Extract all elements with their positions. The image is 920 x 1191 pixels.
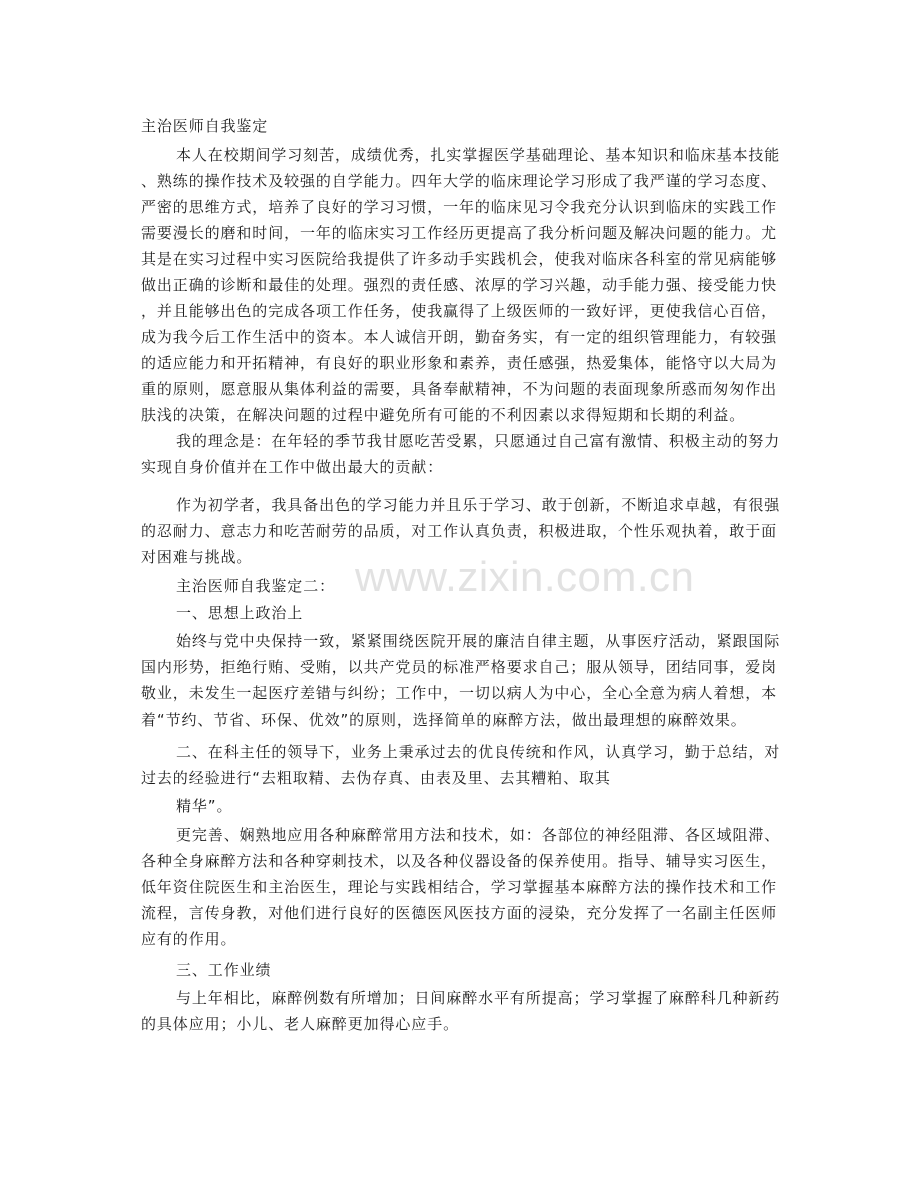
paragraph-line: 作为初学者，我具备出色的学习能力并且乐于学习、敢于创新，不断追求卓越，有很强 <box>176 496 781 514</box>
paragraph-line: 的适应能力和开拓精神，有良好的职业形象和素养，责任感强，热爱集体，能恪守以大局为 <box>141 354 778 372</box>
paragraph-line: 成为我今后工作生活中的资本。本人诚信开朗，勤奋务实，有一定的组织管理能力，有较强 <box>141 328 778 346</box>
part-1-heading: 一、思想上政治上 <box>176 604 304 622</box>
part-2-heading-line: 二、在科主任的领导下，业务上秉承过去的优良传统和作风，认真学习，勤于总结，对 <box>176 743 781 761</box>
paragraph-line: 实现自身价值并在工作中做出最大的贡献： <box>141 458 444 476</box>
paragraph-line: 需要漫长的磨和时间，一年的临床实习工作经历更提高了我分析问题及解决问题的能力。尤 <box>141 224 778 242</box>
paragraph-line: 严密的思维方式，培养了良好的学习习惯，一年的临床见习令我充分认识到临床的实践工作 <box>141 198 778 216</box>
paragraph-line: 对困难与挑战。 <box>141 548 253 566</box>
paragraph-line: 始终与党中央保持一致，紧紧围绕医院开展的廉洁自律主题，从事医疗活动，紧跟国际 <box>176 632 781 650</box>
paragraph-line: 做出正确的诊断和最佳的处理。强烈的责任感、浓厚的学习兴趣，动手能力强、接受能力快 <box>141 276 778 294</box>
paragraph-line: 过去的经验进行“去粗取精、去伪存真、由表及里、去其糟粕、取其 <box>141 769 611 787</box>
paragraph-line: 与上年相比，麻醉例数有所增加；日间麻醉水平有所提高；学习掌握了麻醉科几种新药 <box>176 989 781 1007</box>
paragraph-line: 、熟练的操作技术及较强的自学能力。四年大学的临床理论学习形成了我严谨的学习态度、 <box>141 172 778 190</box>
section-2-heading: 主治医师自我鉴定二： <box>176 577 336 595</box>
paragraph-line: 应有的作用。 <box>141 930 237 948</box>
paragraph-line: 肤浅的决策，在解决问题的过程中避免所有可能的不利因素以求得短期和长期的利益。 <box>141 406 746 424</box>
paragraph-line: 着“节约、节省、环保、优效”的原则，选择简单的麻醉方法，做出最理想的麻醉效果。 <box>141 711 747 729</box>
paragraph-line: 各种全身麻醉方法和各种穿刺技术，以及各种仪器设备的保养使用。指导、辅导实习医生， <box>141 852 778 870</box>
paragraph-line: 本人在校期间学习刻苦，成绩优秀，扎实掌握医学基础理论、基本知识和临床基本技能 <box>176 146 781 164</box>
document-title: 主治医师自我鉴定 <box>141 117 269 135</box>
paragraph-line: 其是在实习过程中实习医院给我提供了许多动手实践机会，使我对临床各科室的常见病能够 <box>141 250 778 268</box>
paragraph-line: 重的原则，愿意服从集体利益的需要，具备奉献精神，不为问题的表面现象所惑而匆匆作出 <box>141 380 778 398</box>
part-3-heading: 三、工作业绩 <box>176 961 272 979</box>
paragraph-line: 流程，言传身教，对他们进行良好的医德医风医技方面的浸染，充分发挥了一名副主任医师 <box>141 904 778 922</box>
paragraph-line: 更完善、娴熟地应用各种麻醉常用方法和技术，如：各部位的神经阻滞、各区域阻滞、 <box>176 826 781 844</box>
paragraph-line: 精华”。 <box>176 797 233 815</box>
watermark: www.zixin.com.cn <box>355 553 695 600</box>
paragraph-line: 国内形势，拒绝行贿、受贿，以共产党员的标准严格要求自己；服从领导，团结同事，爱岗 <box>141 658 778 676</box>
paragraph-line: 我的理念是：在年轻的季节我甘愿吃苦受累，只愿通过自己富有激情、积极主动的努力 <box>176 432 781 450</box>
paragraph-line: 低年资住院医生和主治医生，理论与实践相结合，学习掌握基本麻醉方法的操作技术和工作 <box>141 878 778 896</box>
paragraph-line: 的具体应用；小儿、老人麻醉更加得心应手。 <box>141 1015 460 1033</box>
paragraph-line: 敬业，未发生一起医疗差错与纠纷；工作中，一切以病人为中心，全心全意为病人着想，本 <box>141 684 778 702</box>
paragraph-line: ，并且能够出色的完成各项工作任务，使我赢得了上级医师的一致好评，更使我信心百倍， <box>141 302 778 320</box>
paragraph-line: 的忍耐力、意志力和吃苦耐劳的品质，对工作认真负责，积极进取，个性乐观执着，敢于面 <box>141 522 778 540</box>
